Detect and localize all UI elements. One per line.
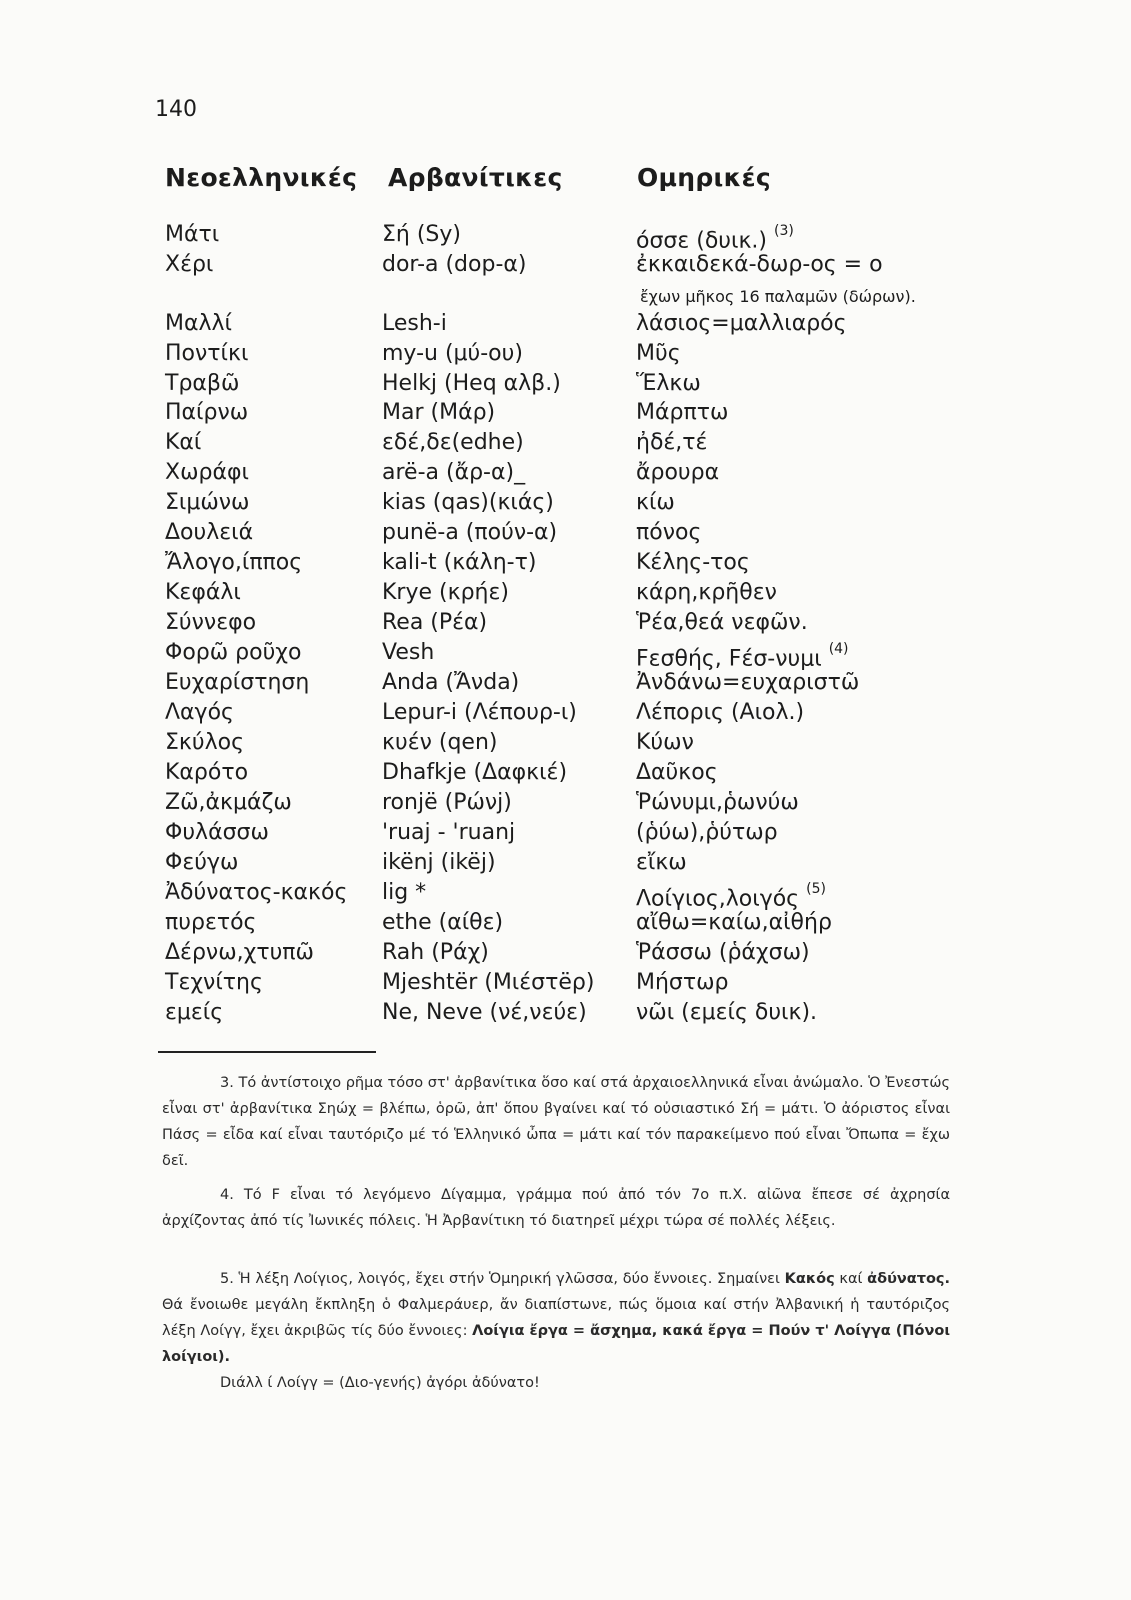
table-row [0, 548, 1131, 578]
arvanitika-word: Rea (Ρέα) [382, 610, 488, 635]
column-header-homeric: Ομηρικές [637, 163, 771, 192]
table-row [0, 698, 1131, 728]
arvanitika-word: Helkj (Heq αλβ.) [382, 371, 561, 396]
homeric-text: Μήστωρ [636, 970, 729, 995]
table-row [0, 848, 1131, 878]
modern-greek-word: εμείς [165, 1000, 224, 1025]
modern-greek-word: Μαλλί [165, 311, 232, 336]
arvanitika-word: kali-t (κάλη-τ) [382, 550, 537, 575]
table-row [0, 908, 1131, 938]
homeric-word [636, 398, 728, 428]
homeric-word [636, 608, 808, 638]
homeric-word [636, 578, 777, 608]
table-row [0, 488, 1131, 518]
table-row [0, 758, 1131, 788]
table-row [0, 968, 1131, 998]
column-header-arvanitika: Αρβανίτικες [388, 163, 563, 192]
modern-greek-word: Σιμώνω [165, 490, 250, 515]
modern-greek-word: Δουλειά [165, 520, 254, 545]
arvanitika-word: Krye (κρήε) [382, 580, 509, 605]
modern-greek-word: Τραβῶ [165, 371, 240, 396]
footnote-5: 5. Ἡ λέξη Λοίγιος, λοιγός, ἔχει στήν Ὁμηρική γλῶσσα, δύο ἔννοιες. Σημαίνει Κακός καί ἀδύνατος. Θά ἔνοιωθε μεγάλη ἔκπληξη ὁ Φαλμεράυερ, ἄν διαπίστωνε, πώς ὅμοια καί στήν Ἀλβανική ἡ ταυτόριζος λέξη Λοίγγ, ἔχει ἀκριβῶς τίς δύο ἔννοιες: Λοίγια ἔργα = ἄσχημα, κακά ἔργα = Πούν τ' Λοίγγα (Πόνοι λοίγιοι). Dιάλλ ί Λοίγγ = (Διο-γενής) ἀγόρι ἀδύνατο! [162, 1271, 951, 1391]
modern-greek-word: Χέρι [165, 252, 214, 277]
homeric-word [636, 698, 804, 728]
modern-greek-word: Μάτι [165, 222, 220, 247]
modern-greek-word: πυρετός [165, 910, 257, 935]
arvanitika-word: Ne, Neve (νέ,νεύε) [382, 1000, 587, 1025]
modern-greek-word: Σκύλος [165, 730, 244, 755]
table-row [0, 398, 1131, 428]
arvanitika-word: Dhafkje (Δαφκιέ) [382, 760, 568, 785]
homeric-text: ἄρουρα [636, 460, 720, 485]
homeric-text: Ἕλκω [636, 371, 701, 396]
homeric-text: Ῥέα,θεά νεφῶν. [636, 610, 808, 635]
arvanitika-word: εδέ,δε(edhe) [382, 430, 524, 455]
homeric-word [636, 309, 847, 339]
table-row [0, 578, 1131, 608]
arvanitika-word: κυέν (qen) [382, 730, 498, 755]
homeric-text: Fεσθής, Fέσ-νυμι [636, 646, 822, 672]
homeric-word [636, 968, 729, 998]
homeric-word [636, 548, 750, 578]
homeric-word [636, 728, 694, 758]
homeric-word [636, 250, 883, 280]
modern-greek-word: Καί [165, 430, 202, 455]
modern-greek-word: Ἀδύνατος-κακός [165, 880, 348, 905]
homeric-text: κάρη,κρῆθεν [636, 580, 777, 605]
arvanitika-word: Mjeshtër (Μιέστëρ) [382, 970, 595, 995]
homeric-word [636, 488, 675, 518]
homeric-word [636, 668, 859, 698]
modern-greek-word: Ποντίκι [165, 341, 249, 366]
arvanitika-word: punë-a (πούν-α) [382, 520, 558, 545]
homeric-text: Λοίγιος,λοιγός [636, 886, 800, 912]
homeric-text: αἴθω=καίω,αἰθήρ [636, 910, 832, 935]
table-row [0, 339, 1131, 369]
arvanitika-word: Lesh-i [382, 311, 447, 336]
homeric-text: νῶι (εμείς δυικ). [636, 1000, 818, 1025]
homeric-text: ἠδέ,τέ [636, 430, 708, 455]
homeric-text: Λέπορις (Αιολ.) [636, 700, 805, 725]
homeric-word [636, 998, 817, 1028]
arvanitika-word: Lepur-i (Λέπουρ-ι) [382, 700, 577, 725]
homeric-text: Ῥάσσω (ῥάχσω) [636, 940, 810, 965]
arvanitika-word: Rah (Ράχ) [382, 940, 489, 965]
modern-greek-word: Σύννεφο [165, 610, 257, 635]
homeric-text: Κέλης-τος [636, 550, 750, 575]
arvanitika-word: dor-a (dop-α) [382, 252, 527, 277]
modern-greek-word: Φυλάσσω [165, 820, 269, 845]
row-note: ἔχων μῆκος 16 παλαμῶν (δώρων). [640, 287, 916, 306]
homeric-text: Ἀνδάνω=ευχαριστῶ [636, 670, 860, 695]
homeric-text: (ῥύω),ῥύτωρ [636, 820, 778, 845]
arvanitika-word: arë-a (ἄρ-α)_ [382, 460, 526, 485]
homeric-word [636, 908, 832, 938]
modern-greek-word: Χωράφι [165, 460, 249, 485]
table-row [0, 638, 1131, 672]
table-row [0, 938, 1131, 968]
footnote-ref: (4) [828, 641, 849, 657]
homeric-word [636, 518, 701, 548]
homeric-word [636, 339, 681, 369]
homeric-text: πόνος [636, 520, 702, 545]
footnote-ref: (5) [806, 881, 826, 897]
homeric-word [636, 818, 778, 848]
arvanitika-word: my-u (μύ-ου) [382, 341, 523, 366]
modern-greek-word: Τεχνίτης [165, 970, 263, 995]
table-row [0, 608, 1131, 638]
arvanitika-word: Anda (Ἄνda) [382, 670, 520, 695]
table-row [0, 458, 1131, 488]
modern-greek-word: Φεύγω [165, 850, 239, 875]
table-row [0, 518, 1131, 548]
modern-greek-word: Κεφάλι [165, 580, 241, 605]
table-row [0, 998, 1131, 1028]
homeric-text: Κύων [636, 730, 694, 755]
footnote-4: 4. Τό F εἶναι τό λεγόμενο Δίγαμμα, γράμμα πού ἀπό τόν 7ο π.Χ. αἰῶνα ἔπεσε σέ ἀχρησία ἀρχίζοντας ἀπό τίς Ἰωνικές πόλεις. Ἡ Ἀρβανίτικη τό διατηρεῖ μέχρι τώρα σέ πολλές λέξεις. [162, 1187, 950, 1229]
modern-greek-word: Φορῶ ροῦχο [165, 640, 302, 665]
homeric-text: Μάρπτω [636, 400, 729, 425]
table-row [0, 428, 1131, 458]
arvanitika-word: Vesh [382, 640, 435, 665]
page-number: 140 [155, 97, 197, 122]
homeric-word [636, 458, 719, 488]
homeric-text: όσσε (δυικ.) [636, 228, 767, 254]
homeric-text: εἴκω [636, 850, 687, 875]
arvanitika-word: ronjë (Ρώνj) [382, 790, 512, 815]
table-row [0, 250, 1131, 280]
homeric-text: κίω [636, 490, 675, 515]
arvanitika-word: kias (qas)(κιάς) [382, 490, 554, 515]
table-row [0, 788, 1131, 818]
homeric-word [636, 938, 810, 968]
homeric-word [636, 788, 799, 818]
homeric-word [636, 369, 701, 399]
modern-greek-word: Δέρνω,χτυπῶ [165, 940, 314, 965]
table-row [0, 220, 1131, 254]
arvanitika-word: ikënj (ikëj) [382, 850, 496, 875]
footnote-3: 3. Τό ἀντίστοιχο ρῆμα τόσο στ' ἀρβανίτικα ὅσο καί στά ἀρχαιοελληνικά εἶναι ἀνώμαλο. Ὁ Ἐνεστώς εἶναι στ' ἀρβανίτικα Σηώχ = βλέπω, ὁρῶ, ἀπ' ὅπου βγαίνει καί τό οὐσιαστικό Σή = μάτι. Ὁ ἀόριστος εἶναι Πάσς = εἶδα καί εἶναι ταυτόριζο μέ τό Ἑλληνικό ὦπα = μάτι καί τόν παρακείμενο πού εἶναι Ὄπωπα = ἔχω δεῖ. [162, 1075, 950, 1169]
arvanitika-word: ethe (αίθε) [382, 910, 504, 935]
modern-greek-word: Ζῶ,ἀκμάζω [165, 790, 292, 815]
modern-greek-word: Παίρνω [165, 400, 249, 425]
table-row [0, 309, 1131, 339]
homeric-text: Δαῦκος [636, 760, 718, 785]
homeric-word [636, 758, 718, 788]
homeric-text: Ῥώνυμι,ῥωνύω [636, 790, 799, 815]
table-row [0, 369, 1131, 399]
homeric-text: Μῦς [636, 341, 681, 366]
homeric-text: ἐκκαιδεκά-δωρ-ος = ο [636, 252, 883, 277]
footnote-rule [158, 1051, 376, 1053]
table-row [0, 668, 1131, 698]
homeric-text: λάσιος=μαλλιαρός [636, 311, 847, 336]
modern-greek-word: Καρότο [165, 760, 249, 785]
table-row [0, 818, 1131, 848]
arvanitika-word: Σή (Sy) [382, 222, 461, 247]
column-header-modern-greek: Νεοελληνικές [165, 163, 358, 192]
modern-greek-word: Ἄλογο,ίππος [165, 550, 303, 575]
arvanitika-word: lig * [382, 880, 427, 905]
modern-greek-word: Ευχαρίστηση [165, 670, 310, 695]
modern-greek-word: Λαγός [165, 700, 234, 725]
arvanitika-word: Mar (Μάρ) [382, 400, 496, 425]
table-row [0, 728, 1131, 758]
arvanitika-word: 'ruaj - 'ruanj [382, 820, 516, 845]
homeric-word [636, 428, 707, 458]
footnote-ref: (3) [774, 223, 794, 239]
homeric-word [636, 848, 687, 878]
table-row [0, 878, 1131, 912]
